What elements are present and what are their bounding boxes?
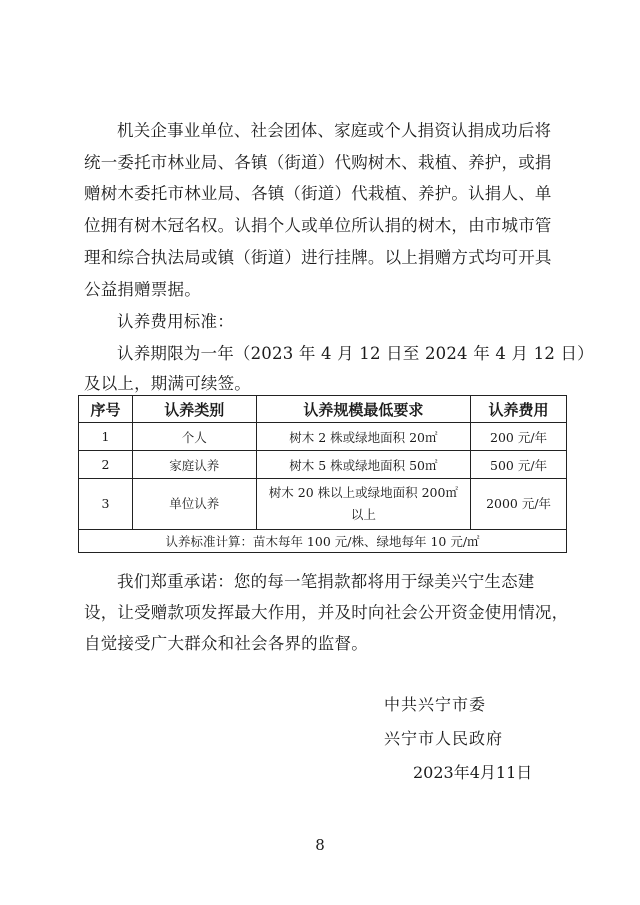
- fee-standard-table: [78, 395, 567, 553]
- paragraph-line: 统一委托市林业局、各镇（街道）代购树木、栽植、养护，或捐: [84, 153, 552, 172]
- paragraph-line: 位拥有树木冠名权。认捐个人或单位所认捐的树木，由市城市管: [84, 216, 552, 235]
- promise-line: 自觉接受广大群众和社会各界的监督。: [84, 634, 368, 653]
- table-cell: 个人: [132, 423, 256, 451]
- promise-line: 我们郑重承诺：您的每一笔捐款都将用于绿美兴宁生态建: [117, 572, 535, 591]
- table-note: 认养标准计算：苗木每年 100 元/株、绿地每年 10 元/㎡: [79, 530, 567, 553]
- table-cell: 500 元/年: [471, 451, 567, 479]
- table-cell: 树木 20 株以上或绿地面积 200㎡以上: [256, 479, 471, 530]
- paragraph-line: 理和综合执法局或镇（街道）进行挂牌。以上捐赠方式均可开具: [84, 248, 552, 267]
- table-row: [79, 479, 567, 530]
- table-row: [79, 451, 567, 479]
- header-cell: 认养规模最低要求: [256, 396, 471, 423]
- paragraph-line: 公益捐赠票据。: [84, 280, 201, 299]
- table-cell: 家庭认养: [132, 451, 256, 479]
- period-line: 认养期限为一年（2023 年 4 月 12 日至 2024 年 4 月 12 日）: [117, 344, 594, 363]
- header-cell: 序号: [79, 396, 133, 423]
- table-cell: 2000 元/年: [471, 479, 567, 530]
- signature-date: 2023年4月11日: [413, 763, 533, 782]
- table-cell: 2: [79, 451, 133, 479]
- table-cell: 单位认养: [132, 479, 256, 530]
- table-cell: 1: [79, 423, 133, 451]
- table-cell: 200 元/年: [471, 423, 567, 451]
- paragraph-line: 赠树木委托市林业局、各镇（街道）代栽植、养护。认捐人、单: [84, 184, 552, 203]
- header-cell: 认养类别: [132, 396, 256, 423]
- header-cell: 认养费用: [471, 396, 567, 423]
- fee-heading: 认养费用标准：: [117, 312, 234, 331]
- table-cell: 3: [79, 479, 133, 530]
- table-cell: 树木 2 株或绿地面积 20㎡: [256, 423, 471, 451]
- paragraph-line: 机关企事业单位、社会团体、家庭或个人捐资认捐成功后将: [117, 121, 552, 140]
- promise-line: 设，让受赠款项发挥最大作用，并及时向社会公开资金使用情况，: [84, 603, 569, 622]
- table-cell: 树木 5 株或绿地面积 50㎡: [256, 451, 471, 479]
- table-row: [79, 423, 567, 451]
- period-line: 及以上，期满可续签。: [84, 374, 251, 393]
- page-number: 8: [315, 836, 325, 854]
- table-note-row: [79, 530, 567, 553]
- table-header-row: [79, 396, 567, 423]
- signature-org: 兴宁市人民政府: [384, 729, 504, 748]
- signature-org: 中共兴宁市委: [384, 695, 487, 714]
